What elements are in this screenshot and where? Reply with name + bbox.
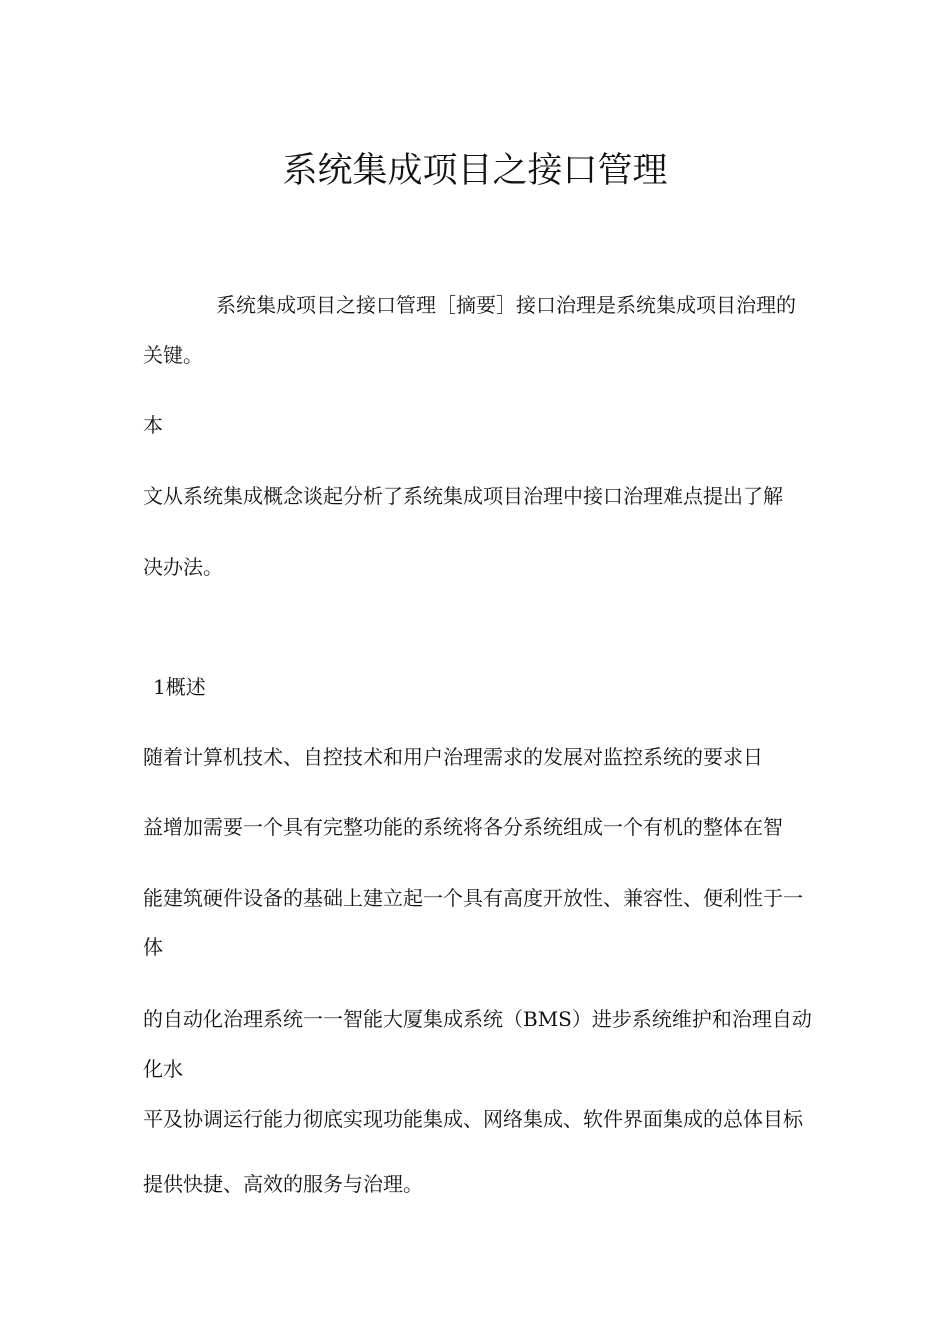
body-line-1: 随着计算机技术、自控技术和用户治理需求的发展对监控系统的要求日 [143, 745, 763, 769]
abstract-line-2: 关键。 [143, 343, 203, 367]
abstract-line-1: 系统集成项目之接口管理［摘要］接口治理是系统集成项目治理的 [216, 293, 796, 317]
body-line-4: 体 [143, 935, 163, 959]
document-title: 系统集成项目之接口管理 [282, 151, 668, 191]
body-line-3: 能建筑硬件设备的基础上建立起一个具有高度开放性、兼容性、便利性于一 [143, 886, 803, 910]
abstract-line-4: 文从系统集成概念谈起分析了系统集成项目治理中接口治理难点提出了解 [143, 484, 783, 508]
abstract-line-3: 本 [143, 413, 163, 437]
body-line-7: 平及协调运行能力彻底实现功能集成、网络集成、软件界面集成的总体目标 [143, 1107, 803, 1131]
body-line-2: 益增加需要一个具有完整功能的系统将各分系统组成一个有机的整体在智 [143, 815, 783, 839]
section-heading: 1概述 [153, 675, 206, 699]
body-line-8: 提供快捷、高效的服务与治理。 [143, 1172, 423, 1196]
abstract-line-5: 决办法。 [143, 555, 223, 579]
body-line-6: 化水 [143, 1057, 183, 1081]
body-line-5: 的自动化治理系统一一智能大厦集成系统（BMS）进步系统维护和治理自动 [143, 1007, 812, 1031]
